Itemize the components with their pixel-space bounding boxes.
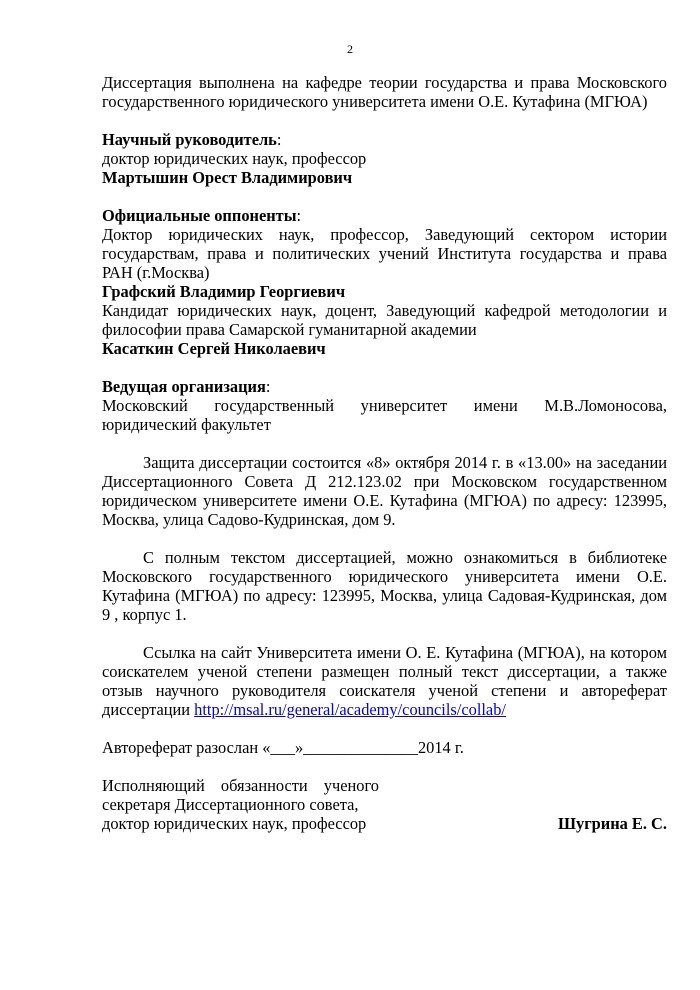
signature-line-2: секретаря Диссертационного совета,	[102, 795, 359, 814]
supervisor-heading-colon: :	[276, 130, 282, 149]
signer-name: Шугрина Е. С.	[558, 814, 667, 833]
dissertation-link[interactable]: http://msal.ru/general/academy/councils/collab/	[194, 700, 506, 719]
leading-org-line-2: юридический факультет	[102, 415, 271, 434]
supervisor-heading	[102, 130, 667, 149]
opponents-heading-label: Официальные оппоненты	[102, 206, 297, 225]
opponent-2-line-1: Кандидат юридических наук, доцент, Заведующий кафедрой методологии и	[102, 301, 667, 320]
page-number: 2	[347, 42, 353, 56]
intro-line-1: Диссертация выполнена на кафедре теории государства и права Московского	[102, 73, 667, 92]
opponent-1-line-2: государствам, права и политических учений Института государства и права	[102, 244, 667, 263]
signature-row	[102, 814, 667, 833]
supervisor-title: доктор юридических наук, профессор	[102, 149, 367, 168]
website-paragraph	[102, 643, 667, 719]
leading-org-line-1: Московский государственный университет имени М.В.Ломоносова,	[102, 396, 667, 415]
library-paragraph: С полным текстом диссертацией, можно ознакомиться в библиотеке Московского государственного юридического университета имени О.Е. Кутафина (МГЮА) по адресу: 123995, Москва, улица Садовая-Кудринская, дом 9 , корпус 1.	[102, 548, 667, 624]
leading-org-heading-colon: :	[265, 377, 271, 396]
supervisor-heading-label: Научный руководитель	[102, 130, 277, 149]
signature-line-3: доктор юридических наук, профессор	[102, 814, 367, 833]
opponent-1-line-1: Доктор юридических наук, профессор, Заведующий сектором истории	[102, 225, 667, 244]
leading-org-heading-label: Ведущая организация	[102, 377, 266, 396]
opponent-2-line-2: философии права Самарской гуманитарной академии	[102, 320, 477, 339]
opponent-1-line-3: РАН (г.Москва)	[102, 263, 210, 282]
defense-paragraph: Защита диссертации состоится «8» октября 2014 г. в «13.00» на заседании Диссертационного Совета Д 212.123.02 при Московском государственном юридическом университете имени О.Е. Кутафина (МГЮА) по адресу: 123995, Москва, улица Садово-Кудринская, дом 9.	[102, 453, 667, 529]
opponents-heading-colon: :	[296, 206, 302, 225]
document-body	[102, 73, 667, 833]
leading-org-heading	[102, 377, 667, 396]
supervisor-name: Мартышин Орест Владимирович	[102, 168, 353, 187]
signature-line-1: Исполняющий обязанности ученого	[102, 776, 379, 795]
intro-line-2: государственного юридического университета имени О.Е. Кутафина (МГЮА)	[102, 92, 648, 111]
dispatch-line: Автореферат разослан «___»______________2014 г.	[102, 738, 464, 757]
website-text: Ссылка на сайт Университета имени О. Е. Кутафина (МГЮА), на котором соискателем ученой степени размещен полный текст диссертации, а также отзыв научного руководителя соискателя ученой степени и автореферат диссертации	[102, 643, 667, 719]
opponent-1-name: Графский Владимир Георгиевич	[102, 282, 346, 301]
opponents-heading	[102, 206, 667, 225]
opponent-2-name: Касаткин Сергей Николаевич	[102, 339, 326, 358]
